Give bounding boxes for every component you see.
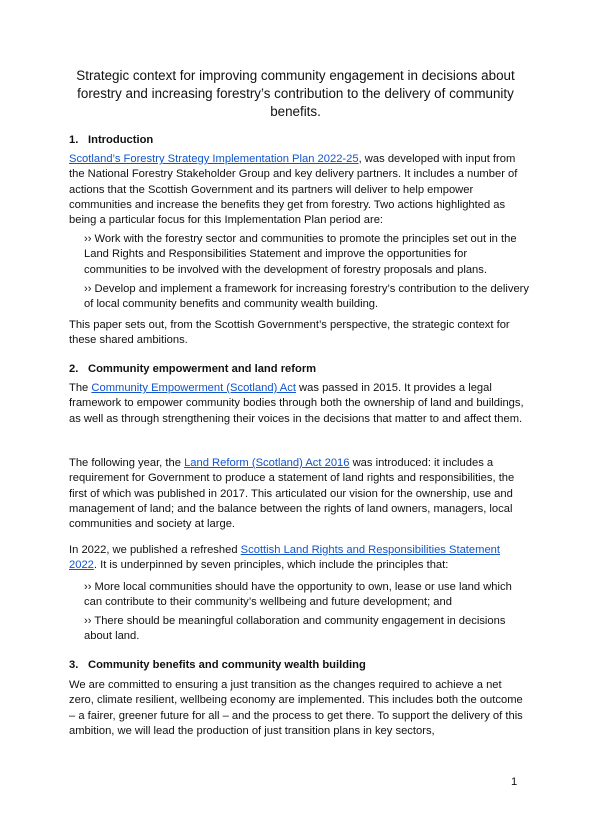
section-1-paragraph-1 xyxy=(69,152,529,228)
section-number: 3. xyxy=(69,659,79,671)
section-2-paragraph-2 xyxy=(69,456,529,532)
section-title: Community benefits and community wealth building xyxy=(88,659,366,671)
section-2-bullet-2: ›› There should be meaningful collaboration and community engagement in decisions about land. xyxy=(84,615,506,643)
page-number: 1 xyxy=(511,776,518,788)
section-2-paragraph-3 xyxy=(69,543,529,574)
section-3-paragraph-1: We are committed to ensuring a just transition as the changes required to achieve a net zero, climate resilient, wellbeing economy are implemented. This includes both the outcome – a fairer, greener future for all – and the process to get there. To support the delivery of this ambition, we will lead the production of just transition plans in key sectors, xyxy=(69,679,523,737)
community-empowerment-act-link[interactable]: Community Empowerment (Scotland) Act xyxy=(91,382,296,394)
paragraph-text: The xyxy=(69,382,92,394)
section-1-bullet-1: ›› Work with the forestry sector and communities to promote the principles set out in the Land Rights and Responsibilities Statement and improve the opportunities for communities to be involved with the development of forestry proposals and plans. xyxy=(84,233,517,276)
section-number: 2. xyxy=(69,363,79,375)
paragraph-text: . It is underpinned by seven principles, which include the principles that: xyxy=(93,559,449,572)
land-rights-statement-link[interactable]: Scottish Land Rights and Responsibilities Statement 2022 xyxy=(69,544,500,572)
paragraph-text: The following year, the xyxy=(69,457,185,469)
section-3-heading xyxy=(69,658,366,673)
forestry-strategy-plan-link[interactable]: Scotland’s Forestry Strategy Implementation Plan 2022-25 xyxy=(69,153,359,165)
section-2-heading xyxy=(69,362,316,377)
section-1-paragraph-2: This paper sets out, from the Scottish Government’s perspective, the strategic context for these shared ambitions. xyxy=(69,319,510,347)
section-title: Introduction xyxy=(88,134,154,146)
paragraph-text: In 2022, we published a refreshed xyxy=(69,544,241,556)
paragraph-text: was passed in 2015. It provides a legal framework to empower community bodies through both the ownership of land and buildings, as well as through strengthening their voices in the decisions that matter to and affect them. xyxy=(69,382,524,425)
section-title: Community empowerment and land reform xyxy=(88,363,317,375)
land-reform-act-link[interactable]: Land Reform (Scotland) Act 2016 xyxy=(184,457,350,469)
section-1-heading xyxy=(69,133,153,148)
section-1-bullet-2: ›› Develop and implement a framework for increasing forestry’s contribution to the delivery of local community benefits and community wealth building. xyxy=(84,283,530,311)
section-2-bullet-1: ›› More local communities should have the opportunity to own, lease or use land which can contribute to their community’s wellbeing and future development; and xyxy=(84,581,512,609)
section-number: 1. xyxy=(69,134,79,146)
section-2-paragraph-1 xyxy=(69,381,529,427)
paragraph-text: was introduced: it includes a requirement for Government to produce a statement of land rights and responsibilities, the first of which was published in 2017. This articulated our vision for the ownership, use and management of land; and the balance between the rights of land owners, managers, local communities and society at large. xyxy=(69,457,515,531)
document-title: Strategic context for improving community engagement in decisions about forestry and increasing forestry’s contribution to the delivery of community benefits. xyxy=(76,68,515,120)
paragraph-text: , was developed with input from the National Forestry Stakeholder Group and key delivery partners. It includes a number of actions that the Scottish Government and its partners will deliver to help empower communities and increase the benefits they get from forestry. Two actions highlighted as being a particular focus for this Implementation Plan period are: xyxy=(69,153,518,227)
